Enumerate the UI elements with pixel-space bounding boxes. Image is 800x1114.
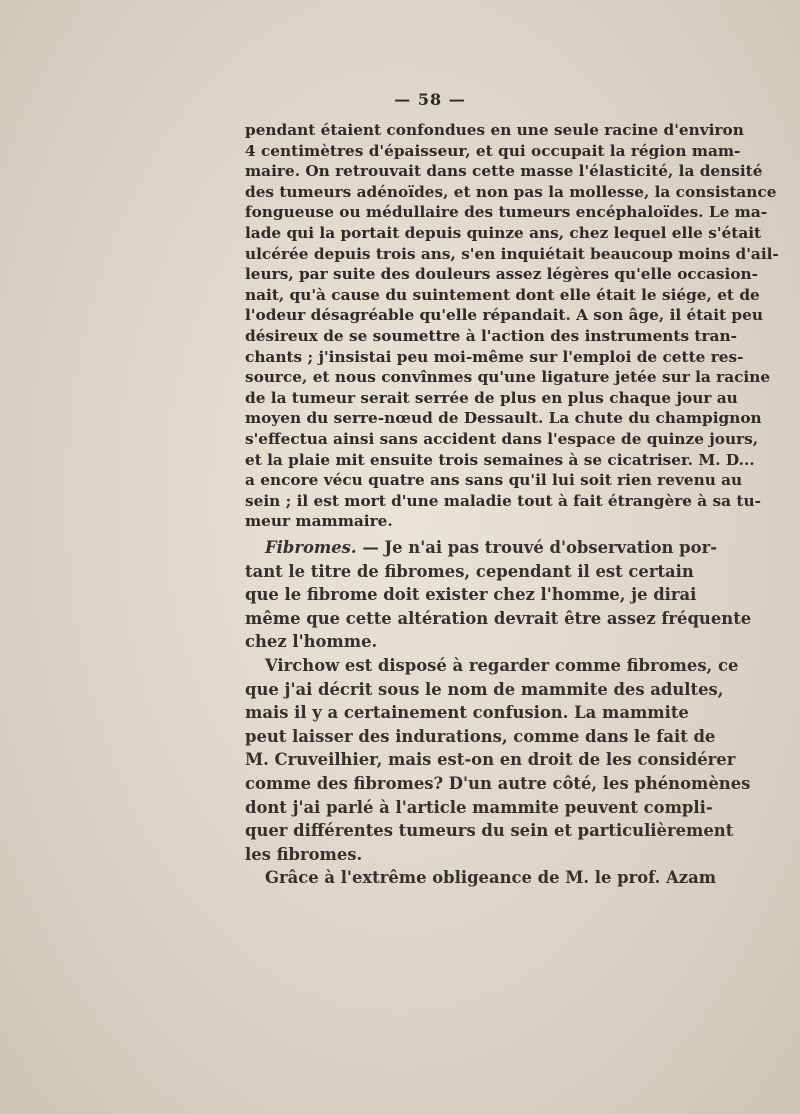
text-line: que le fibrome doit exister chez l'homme, je dirai (245, 585, 697, 605)
text-line: même que cette altération devrait être assez fréquente (245, 608, 752, 628)
text-line: M. Cruveilhier, mais est-on en droit de les considérer (245, 750, 736, 770)
text-line (245, 536, 718, 560)
text-line: tant le titre de fibromes, cependant il est certain (245, 561, 694, 581)
text-line: source, et nous convînmes qu'une ligature jetée sur la racine (245, 368, 771, 387)
text-line: chants ; j'insistai peu moi-même sur l'emploi de cette res- (245, 347, 744, 366)
text-line: nait, qu'à cause du suintement dont elle était le siége, et de (245, 285, 760, 304)
text-line: leurs, par suite des douleurs assez légères qu'elle occasion- (245, 265, 759, 284)
text-line: sein ; il est mort d'une maladie tout à fait étrangère à sa tu- (245, 491, 761, 510)
text-line: dont j'ai parlé à l'article mammite peuvent compli- (245, 797, 713, 817)
text-line: peut laisser des indurations, comme dans le fait de (245, 726, 716, 746)
text-line: mais il y a certainement confusion. La mammite (245, 703, 689, 723)
text-line: ulcérée depuis trois ans, s'en inquiétait beaucoup moins d'ail- (245, 244, 779, 263)
text-line: maire. On retrouvait dans cette masse l'élasticité, la densité (245, 162, 763, 181)
text-line: moyen du serre-nœud de Dessault. La chute du champignon (245, 409, 762, 428)
text-line: Virchow est disposé à regarder comme fibromes, ce (265, 655, 739, 675)
text-line: de la tumeur serait serrée de plus en plus chaque jour au (245, 388, 738, 407)
text-line: que j'ai décrit sous le nom de mammite des adultes, (245, 679, 724, 699)
text-line: lade qui la portait depuis quinze ans, chez lequel elle s'était (245, 223, 762, 242)
text-line: chez l'homme. (245, 632, 378, 652)
paragraph-case-description (245, 120, 779, 532)
text-line: fongueuse ou médullaire des tumeurs encéphaloïdes. Le ma- (245, 203, 768, 222)
text-line: comme des fibromes? D'un autre côté, les phénomènes (245, 773, 751, 793)
text-line: les fibromes. (245, 844, 363, 864)
section-intro-text: — Je n'ai pas trouvé d'observation por- (356, 538, 718, 557)
text-line: des tumeurs adénoïdes, et non pas la mollesse, la consistance (245, 182, 777, 201)
text-line: quer différentes tumeurs du sein et particulièrement (245, 821, 734, 841)
text-line: a encore vécu quatre ans sans qu'il lui soit rien revenu au (245, 471, 743, 490)
text-line: 4 centimètres d'épaisseur, et qui occupait la région mam- (245, 141, 741, 160)
text-line: l'odeur désagréable qu'elle répandait. A son âge, il était peu (245, 306, 763, 325)
text-line: pendant étaient confondues en une seule racine d'environ (245, 121, 744, 139)
section-heading: Fibromes. (265, 538, 357, 557)
text-line: et la plaie mit ensuite trois semaines à se cicatriser. M. D... (245, 450, 755, 469)
text-line: Grâce à l'extrême obligeance de M. le prof. Azam (265, 868, 717, 888)
text-line: désireux de se soumettre à l'action des instruments tran- (245, 326, 737, 345)
text-line: s'effectua ainsi sans accident dans l'espace de quinze jours, (245, 429, 759, 448)
page-number: — 58 — (394, 90, 466, 109)
section-fibromes (245, 536, 752, 890)
text-line: meur mammaire. (245, 512, 393, 531)
